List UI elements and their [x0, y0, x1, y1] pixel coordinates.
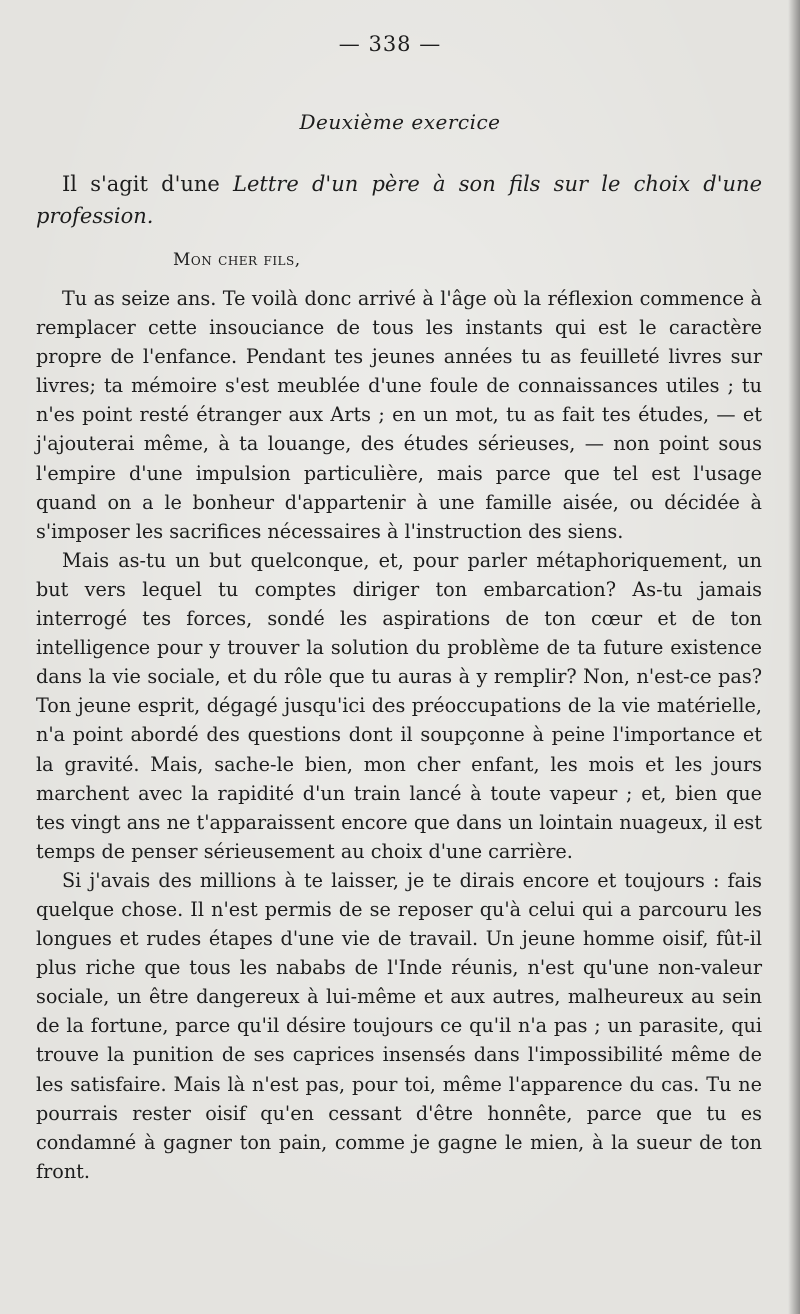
- letter-title: Lettre d'un père à son fils sur le choix d'une profession.: [36, 172, 762, 228]
- intro-lead: Il s'agit d'une: [62, 172, 234, 196]
- paragraph: Si j'avais des millions à te laisser, je te dirais encore et toujours : fais quelque chose. Il n'est permis de se reposer qu'à celui qui a parcouru les longues et rudes étapes d'une vie de travail. Un jeune homme oisif, fût-il plus riche que tous les nababs de l'Inde réunis, n'est qu'une non-valeur sociale, un être dangereux à lui-même et aux autres, malheureux au sein de la fortune, parce qu'il désire toujours ce qu'il n'a pas ; un parasite, qui trouve la punition de ses caprices insensés dans l'impossibilité même de les satisfaire. Mais là n'est pas, pour toi, même l'apparence du cas. Tu ne pourrais rester oisif qu'en cessant d'être honnête, parce que tu es condamné à gagner ton pain, comme je gagne le mien, à la sueur de ton front.: [36, 868, 762, 1183]
- letter-body: [36, 284, 762, 1186]
- exercise-intro: [36, 168, 762, 232]
- paragraph: Tu as seize ans. Te voilà donc arrivé à l'âge où la réflexion commence à remplacer cette insouciance de tous les instants qui est le caractère propre de l'enfance. Pendant tes jeunes années tu as feuilleté livres sur livres; ta mémoire s'est meublée d'une foule de connaissances utiles ; tu n'es point resté étranger aux Arts ; en un mot, tu as fait tes études, — et j'ajouterai même, à ta louange, des études sérieuses, — non point sous l'empire d'une impulsion particulière, mais parce que tel est l'usage quand on a le bonheur d'appartenir à une famille aisée, ou décidée à s'imposer les sacrifices nécessaires à l'instruction des siens.: [36, 287, 762, 543]
- paragraph: Mais as-tu un but quelconque, et, pour parler métaphoriquement, un but vers lequel tu comptes diriger ton embarcation? As-tu jamais interrogé tes forces, sondé les aspirations de ton cœur et de ton intelligence pour y trouver la solution du problème de ta future existence dans la vie sociale, et du rôle que tu auras à y remplir? Non, n'est-ce pas? Ton jeune esprit, dégagé jusqu'ici des préoccupations de la vie matérielle, n'a point abordé des questions dont il soupçonne à peine l'importance et la gravité. Mais, sache-le bien, mon cher enfant, les mois et les jours marchent avec la rapidité d'un train lancé à toute vapeur ; et, bien que tes vingt ans ne t'apparaissent encore que dans un lointain nuageux, il est temps de penser sérieusement au choix d'une carrière.: [36, 548, 762, 863]
- letter-salutation: Mon cher fils,: [173, 250, 301, 270]
- section-heading: Deuxième exercice: [299, 110, 501, 134]
- page-edge-shadow: [788, 0, 800, 1314]
- page-number: — 338 —: [338, 32, 442, 56]
